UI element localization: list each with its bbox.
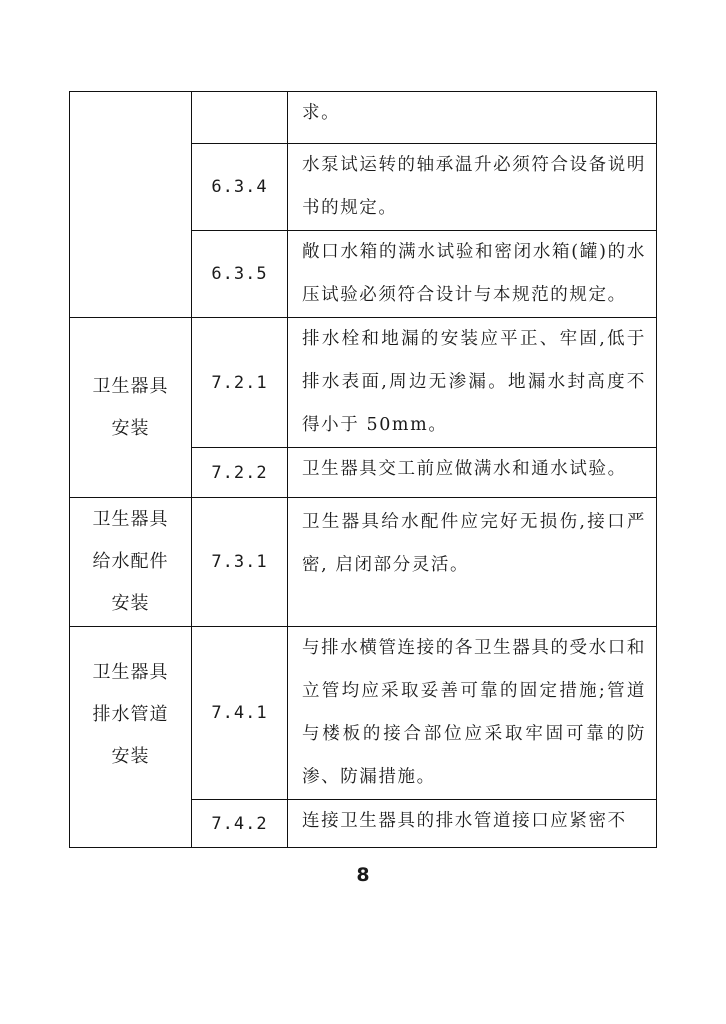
table-row	[70, 92, 657, 144]
item-code-cell: 6.3.5	[192, 231, 288, 318]
item-code-cell: 6.3.4	[192, 144, 288, 231]
category-line: 卫生器具	[92, 509, 169, 530]
requirement-text-cell: 求。	[288, 92, 657, 144]
table-row	[70, 318, 657, 448]
requirement-text-cell: 水泵试运转的轴承温升必须符合设备说明书的规定。	[288, 144, 657, 231]
page-number: 8	[356, 864, 370, 886]
category-cell	[70, 627, 192, 848]
requirement-text-cell: 卫生器具给水配件应完好无损伤,接口严密, 启闭部分灵活。	[288, 498, 657, 627]
table-row	[70, 627, 657, 800]
item-code-cell	[192, 92, 288, 144]
category-line: 给水配件	[92, 551, 169, 572]
item-code-cell: 7.3.1	[192, 498, 288, 627]
requirement-text-cell: 排水栓和地漏的安装应平正、牢固,低于排水表面,周边无渗漏。地漏水封高度不得小于 50mm。	[288, 318, 657, 448]
requirement-text-cell: 卫生器具交工前应做满水和通水试验。	[288, 448, 657, 498]
category-line: 排水管道	[92, 704, 169, 725]
category-line: 安装	[111, 746, 150, 767]
item-code-cell: 7.2.1	[192, 318, 288, 448]
category-cell	[70, 92, 192, 318]
category-cell	[70, 498, 192, 627]
category-line: 卫生器具	[92, 375, 169, 397]
category-line: 安装	[111, 417, 150, 439]
category-line: 安装	[111, 593, 150, 614]
specification-table	[69, 91, 657, 848]
requirement-text-cell: 敞口水箱的满水试验和密闭水箱(罐)的水压试验必须符合设计与本规范的规定。	[288, 231, 657, 318]
category-cell	[70, 318, 192, 498]
requirement-text-cell: 与排水横管连接的各卫生器具的受水口和立管均应采取妥善可靠的固定措施;管道与楼板的接合部位应采取牢固可靠的防渗、防漏措施。	[288, 627, 657, 800]
item-code-cell: 7.4.1	[192, 627, 288, 800]
item-code-cell: 7.4.2	[192, 800, 288, 848]
category-line: 卫生器具	[92, 662, 169, 683]
table-row	[70, 498, 657, 627]
item-code-cell: 7.2.2	[192, 448, 288, 498]
requirement-text-cell: 连接卫生器具的排水管道接口应紧密不	[288, 800, 657, 848]
